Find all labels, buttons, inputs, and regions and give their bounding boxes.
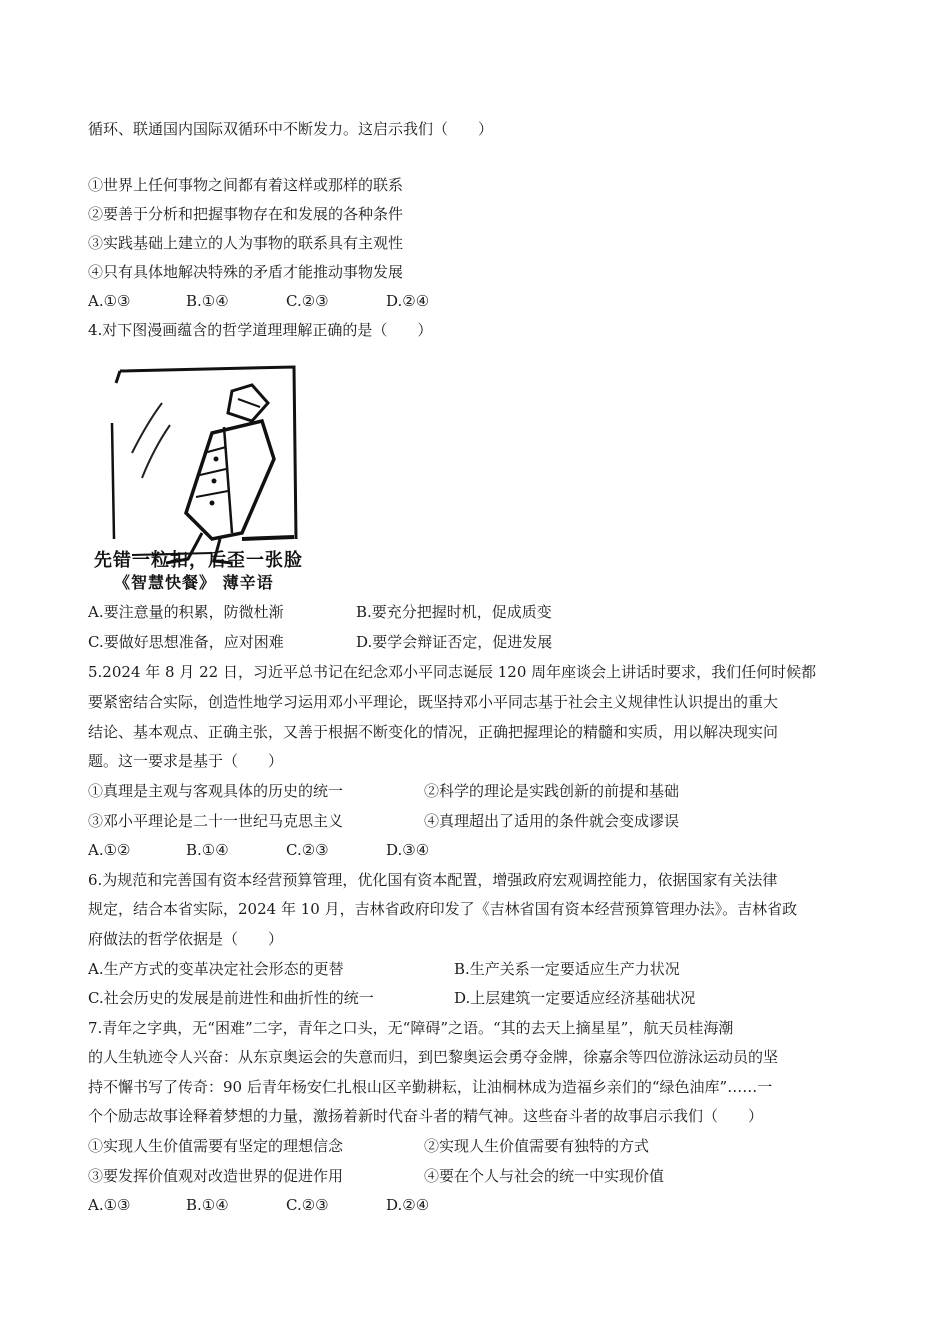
q7-statement-1: ①实现人生价值需要有坚定的理想信念 bbox=[88, 1137, 344, 1155]
q5-stem-line-4: 题。这一要求是基于（ ） bbox=[88, 752, 284, 770]
q3-option-c[interactable]: C.②③ bbox=[286, 292, 329, 310]
q3-option-a[interactable]: A.①③ bbox=[88, 292, 131, 310]
q6-option-a[interactable]: A.生产方式的变革决定社会形态的更替 bbox=[88, 960, 344, 978]
q5-option-b[interactable]: B.①④ bbox=[186, 841, 229, 859]
q7-stem-line-2: 的人生轨迹令人兴奋：从东京奥运会的失意而归，到巴黎奥运会勇夺金牌，徐嘉余等四位游泳运动员的坚 bbox=[88, 1048, 779, 1066]
q3-option-b[interactable]: B.①④ bbox=[186, 292, 229, 310]
q6-stem-line-2: 规定，结合本省实际，2024 年 10 月，吉林省政府印发了《吉林省国有资本经营预算管理办法》。吉林省政 bbox=[88, 900, 798, 918]
q4-stem: 4.对下图漫画蕴含的哲学道理理解正确的是（ ） bbox=[88, 321, 433, 339]
q3-statement-2: ②要善于分析和把握事物存在和发展的各种条件 bbox=[88, 205, 404, 223]
q7-option-b[interactable]: B.①④ bbox=[186, 1196, 229, 1214]
q4-option-c[interactable]: C.要做好思想准备，应对困难 bbox=[88, 633, 284, 651]
q4-option-d[interactable]: D.要学会辩证否定，促进发展 bbox=[356, 633, 553, 651]
q7-option-d[interactable]: D.②④ bbox=[386, 1196, 430, 1214]
q5-option-c[interactable]: C.②③ bbox=[286, 841, 329, 859]
q7-stem-line-4: 个个励志故事诠释着梦想的力量，激扬着新时代奋斗者的精气神。这些奋斗者的故事启示我们（ ） bbox=[88, 1107, 764, 1125]
q7-stem-line-1: 7.青年之字典，无“困难”二字，青年之口头，无“障碍”之语。“其的去天上摘星星”，航天员桂海潮 bbox=[88, 1019, 734, 1037]
q7-option-c[interactable]: C.②③ bbox=[286, 1196, 329, 1214]
q7-stem-line-3: 持不懈书写了传奇：90 后青年杨安仁扎根山区辛勤耕耘，让油桐林成为造福乡亲们的“绿色油库”……一 bbox=[88, 1078, 773, 1096]
q5-statement-1: ①真理是主观与客观具体的历史的统一 bbox=[88, 782, 344, 800]
q5-stem-line-1: 5.2024 年 8 月 22 日，习近平总书记在纪念邓小平同志诞辰 120 周年座谈会上讲话时要求，我们任何时候都 bbox=[88, 663, 817, 681]
q6-stem-line-1: 6.为规范和完善国有资本经营预算管理，优化国有资本配置，增强政府宏观调控能力，依据国家有关法律 bbox=[88, 871, 778, 889]
q7-statement-2: ②实现人生价值需要有独特的方式 bbox=[424, 1137, 650, 1155]
q6-option-c[interactable]: C.社会历史的发展是前进性和曲折性的统一 bbox=[88, 989, 374, 1007]
q3-option-d[interactable]: D.②④ bbox=[386, 292, 430, 310]
q5-stem-line-3: 结论、基本观点、正确主张，又善于根据不断变化的情况，正确把握理论的精髓和实质，用以解决现实问 bbox=[88, 723, 779, 741]
q5-statement-3: ③邓小平理论是二十一世纪马克思主义 bbox=[88, 812, 344, 830]
q3-statement-4: ④只有具体地解决特殊的矛盾才能推动事物发展 bbox=[88, 263, 404, 281]
q5-statement-2: ②科学的理论是实践创新的前提和基础 bbox=[424, 782, 680, 800]
q5-stem-line-2: 要紧密结合实际，创造性地学习运用邓小平理论，既坚持邓小平同志基于社会主义规律性认识提出的重大 bbox=[88, 693, 779, 711]
q3-statement-3: ③实践基础上建立的人为事物的联系具有主观性 bbox=[88, 234, 404, 252]
q5-option-a[interactable]: A.①② bbox=[88, 841, 131, 859]
q3-statement-1: ①世界上任何事物之间都有着这样或那样的联系 bbox=[88, 176, 404, 194]
q5-statement-4: ④真理超出了适用的条件就会变成谬误 bbox=[424, 812, 680, 830]
q7-statement-3: ③要发挥价值观对改造世界的促进作用 bbox=[88, 1167, 344, 1185]
q4-option-a[interactable]: A.要注意量的积累，防微杜渐 bbox=[88, 603, 284, 621]
q7-option-a[interactable]: A.①③ bbox=[88, 1196, 131, 1214]
q4-option-b[interactable]: B.要充分把握时机，促成质变 bbox=[356, 603, 552, 621]
cartoon-caption-line2: 《智慧快餐》 薄辛语 bbox=[114, 573, 274, 592]
q5-option-d[interactable]: D.③④ bbox=[386, 841, 430, 859]
q6-option-d[interactable]: D.上层建筑一定要适应经济基础状况 bbox=[454, 989, 696, 1007]
q3-stem-tail: 循环、联通国内国际双循环中不断发力。这启示我们（ ） bbox=[88, 120, 494, 138]
cartoon-caption-line1: 先错一粒扣，后歪一张脸 bbox=[94, 550, 303, 571]
q6-option-b[interactable]: B.生产关系一定要适应生产力状况 bbox=[454, 960, 680, 978]
q7-statement-4: ④要在个人与社会的统一中实现价值 bbox=[424, 1167, 665, 1185]
q6-stem-line-3: 府做法的哲学依据是（ ） bbox=[88, 930, 284, 948]
